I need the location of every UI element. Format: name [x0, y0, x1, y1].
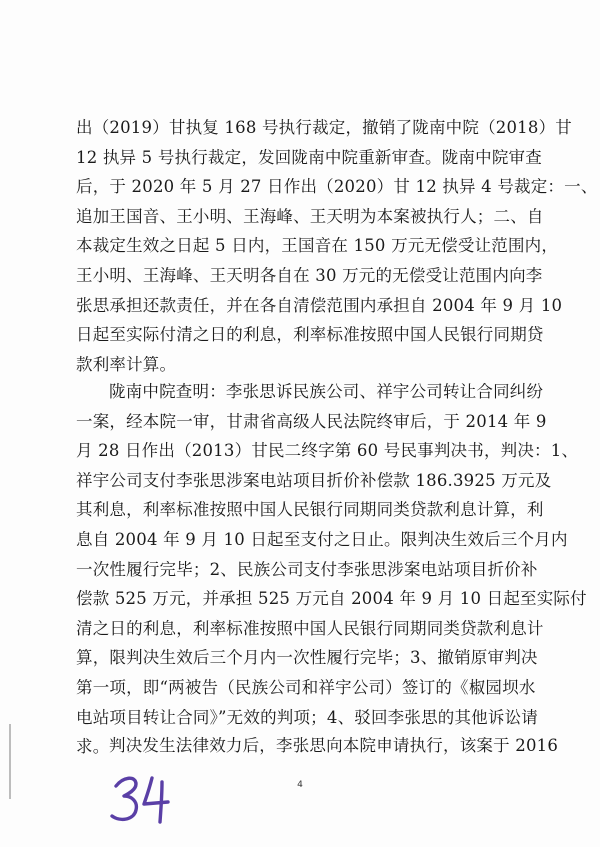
paragraph-1 [76, 113, 598, 379]
paragraph-3-line: 判决发生法律效力后，李张思向本院申请执行，该案于 2016 [109, 736, 559, 755]
paragraph-1-line: 12 执异 5 号执行裁定，发回陇南中院重新审查。陇南中院审查 [76, 147, 542, 167]
paragraph-2-line: 算，限判决生效后三个月内一次性履行完毕；3、撤销原审判决 [76, 648, 538, 668]
paragraph-2-line: 陇南中院查明：李张思诉民族公司、祥宇公司转让合同纠纷 [109, 382, 544, 401]
paragraph-2-line: 息自 2004 年 9 月 10 日起至支付之日止。限判决生效后三个月内 [76, 529, 568, 549]
paragraph-2-line: 一案，经本院一审，甘肃省高级人民法院终审后，于 2014 年 9 [76, 411, 547, 431]
paragraph-1-line: 王小明、王海峰、王天明各自在 30 万元的无偿受让范围内向李 [76, 265, 543, 285]
paragraph-1-line: 追加王国音、王小明、王海峰、王天明为本案被执行人；二、自 [76, 206, 544, 226]
paragraph-1-line: 日起至实际付清之日的利息，利率标准按照中国人民银行同期贷 [76, 325, 544, 345]
paragraph-1-line: 后，于 2020 年 5 月 27 日作出（2020）甘 12 执异 4 号裁定：一、 [76, 177, 598, 197]
page-number: 4 [297, 780, 303, 790]
paragraph-2-line: 一次性履行完毕；2、民族公司支付李张思涉案电站项目折价补 [76, 559, 538, 579]
paragraph-1-line: 出（2019）甘执复 168 号执行裁定，撤销了陇南中院（2018）甘 [76, 118, 572, 137]
paragraph-3 [76, 731, 559, 761]
handwritten-page-mark [102, 768, 182, 828]
paragraph-2-line: 其利息，利率标准按照中国人民银行同期同类贷款利息计算，利 [76, 500, 544, 520]
paragraph-1-line: 张思承担还款责任，并在各自清偿范围内承担自 2004 年 9 月 10 [76, 295, 563, 315]
paragraph-2-line: 清之日的利息，利率标准按照中国人民银行同期同类贷款利息计 [76, 618, 544, 638]
paragraph-2-line: 月 28 日作出（2013）甘民二终字第 60 号民事判决书，判决：1、 [76, 441, 579, 461]
paragraph-2-line: 求。 [76, 737, 110, 757]
paragraph-2-line: 祥宇公司支付李张思涉案电站项目折价补偿款 186.3925 万元及 [76, 470, 552, 490]
paragraph-2-line: 电站项目转让合同》”无效的判项；4、驳回李张思的其他诉讼请 [76, 707, 538, 727]
paragraph-1-line: 款利率计算。 [76, 354, 177, 374]
paragraph-2-line: 偿款 525 万元，并承担 525 万元自 2004 年 9 月 10 日起至实际付 [76, 589, 587, 609]
paragraph-2-line: 第一项，即“两被告（民族公司和祥宇公司）签订的《椒园坝水 [76, 677, 536, 697]
paragraph-2 [76, 377, 587, 762]
paragraph-1-line: 本裁定生效之日起 5 日内，王国音在 150 万元无偿受让范围内， [76, 236, 559, 256]
